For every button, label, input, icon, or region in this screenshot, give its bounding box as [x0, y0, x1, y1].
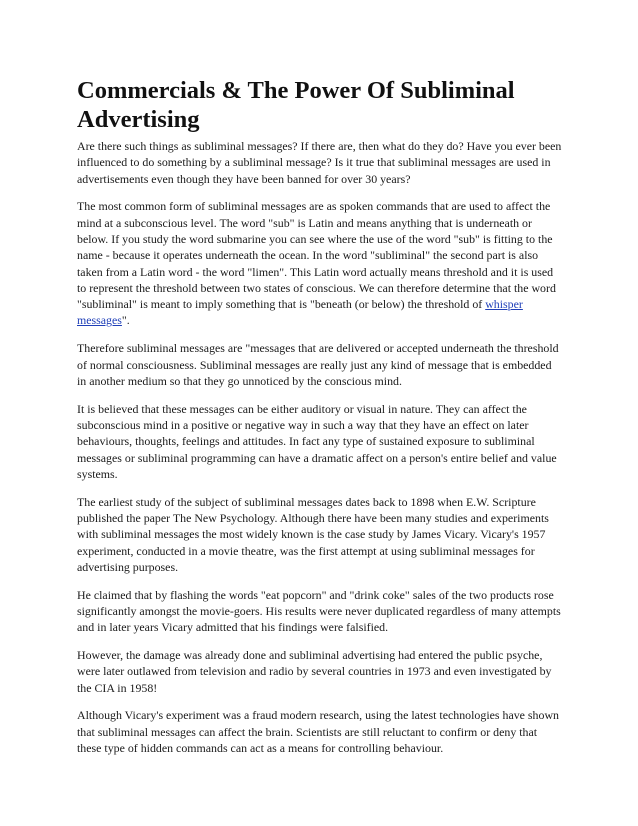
whisper-messages-link[interactable]: whisper messages — [77, 297, 523, 328]
page-title: Commercials & The Power Of Subliminal Advertising — [77, 77, 515, 133]
paragraph-text: The most common form of subliminal messages are as spoken commands that are used to affect the mind at a subconscious level. The word "sub" is Latin and means anything that is underneath or below. If you study the word submarine you can see where the use of the word "sub" is fitting to the name - because it operates underneath the ocean. In the word "subliminal" the second part is also taken from a Latin word - the word "limen". This Latin word actually means threshold and it is used to represent the threshold between two states of conscious. We can therefore determine that the word "subliminal" is meant to imply something that is "beneath (or below) the threshold of — [77, 199, 556, 312]
document-page — [77, 76, 563, 768]
paragraph-vicary-claim: He claimed that by flashing the words "eat popcorn" and "drink coke" sales of the two products rose significantly amongst the movie-goers. His results were never duplicated regardless of many attempts and in later years Vicary admitted that his findings were falsified. — [77, 587, 561, 635]
paragraph-modern-research: Although Vicary's experiment was a fraud modern research, using the latest technologies have shown that subliminal messages can affect the brain. Scientists are still reluctant to confirm or deny that these type of hidden commands can act as a means for controlling behaviour. — [77, 708, 559, 755]
paragraph-belief: It is believed that these messages can be either auditory or visual in nature. They can affect the subconscious mind in a positive or negative way in such a way that they have an effect on later behaviours, thoughts, feelings and attitudes. In fact any type of sustained exposure to subliminal messages or subliminal programming can have a dramatic affect on a person's entire belief and value systems. — [77, 401, 557, 481]
paragraph-damage: However, the damage was already done and subliminal advertising had entered the public psyche, were later outlawed from television and radio by several countries in 1973 and even investigated by the CIA in 1958! — [77, 648, 552, 695]
paragraph-definition: Therefore subliminal messages are "messages that are delivered or accepted underneath the threshold of normal consciousness. Subliminal messages are really just any kind of message that is embedded in another medium so that they go unnoticed by the conscious mind. — [77, 341, 559, 388]
paragraph-text-end: ". — [121, 313, 130, 328]
paragraph-intro: Are there such things as subliminal messages? If there are, then what do they do? Have you ever been influenced to do something by a subliminal message? Is it true that subliminal messages are used in advertisements even though they have been banned for over 30 years? — [77, 139, 562, 186]
paragraph-history: The earliest study of the subject of subliminal messages dates back to 1898 when E.W. Scripture published the paper The New Psychology. Although there have been many studies and experiments with subliminal messages the most widely known is the case study by James Vicary. Vicary's 1957 experiment, conducted in a movie theatre, was the first attempt at using subliminal messages for advertising purposes. — [77, 494, 549, 574]
paragraph-common-form — [77, 198, 563, 328]
